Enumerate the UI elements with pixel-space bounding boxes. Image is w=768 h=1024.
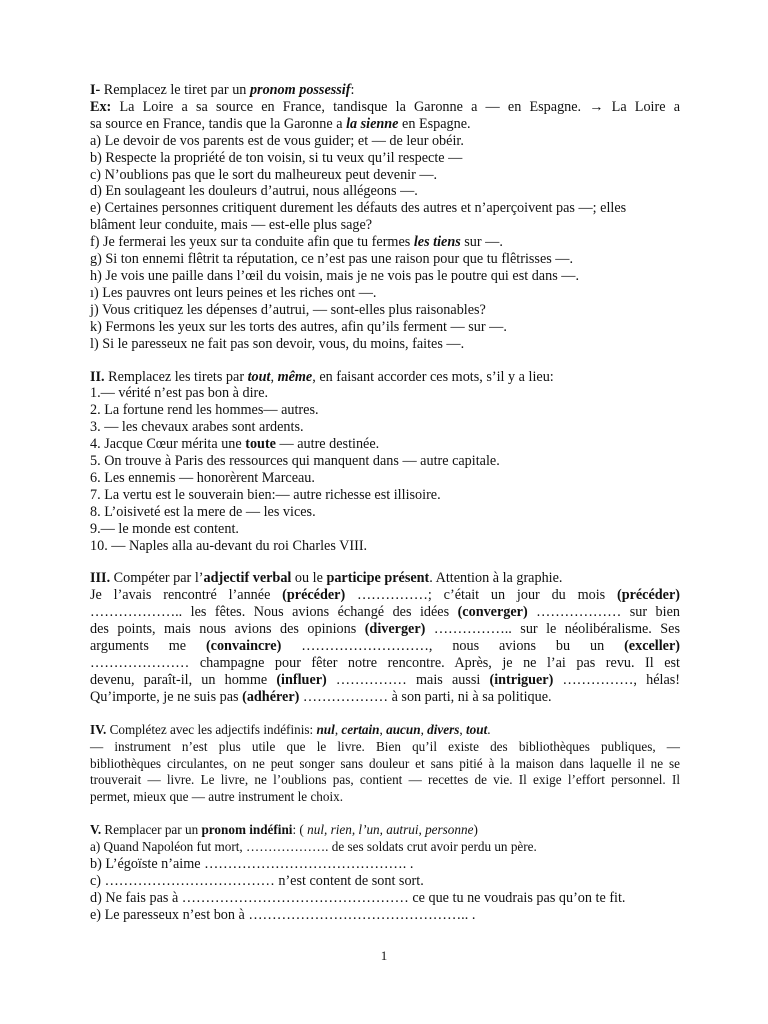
exercise-4-line-4: permet, mieux que — autre instrument le choix. [90, 789, 344, 805]
exercise-5-item-d: d) Ne fais pas à ………………………………………… ce que tu ne voudrais pas qu’on te fit. [90, 889, 626, 906]
section-1-number: I- [90, 82, 101, 98]
section-2-number: II. [90, 368, 105, 385]
example-answer: la sienne [346, 115, 399, 132]
separator: , [420, 721, 428, 737]
heading-mid: : ( [292, 822, 308, 838]
exercise-3-line-4 [90, 638, 680, 655]
example-text-3: en Espagne. [398, 115, 471, 132]
text: ……………… sur bien [527, 604, 680, 621]
exercise-4-line-1: — instrument n’est plus utile que le livre. Bien qu’il existe des bibliothèques publiques, — [90, 738, 680, 754]
text: …………… mais aussi [326, 671, 490, 688]
item-f-text: f) Je fermerai les yeux sur ta conduite afin que tu fermes [90, 234, 414, 251]
example-line-2 [90, 116, 680, 133]
exercise-1-item-l: l) Si le paresseux ne fait pas son devoir, vous, du moins, faites —. [90, 335, 465, 352]
exercise-2-item-3: 3. — les chevaux arabes sont ardents. [90, 419, 304, 436]
exercise-3-line-3 [90, 621, 680, 638]
exercise-5-item-a: a) Quand Napoléon fut mort, ………………. de ses soldats crut avoir perdu un père. [90, 839, 537, 855]
text: arguments me [90, 638, 206, 655]
text: ……………; c’était un jour du mois [345, 587, 617, 604]
item-f-answer: les tiens [413, 234, 461, 251]
exercise-3-line-7 [90, 689, 680, 706]
exercise-1-item-c: c) N’oublions pas que le sort du malheureux peut devenir —. [90, 166, 438, 183]
keyword-tout: tout [247, 368, 271, 385]
section-5-number: V. [90, 822, 102, 838]
verb-hint: (convaincre) [205, 638, 282, 655]
section-1-keyword: pronom possessif [249, 82, 351, 98]
exercise-5-item-b: b) L’égoïste n’aime ……………………………………. . [90, 856, 414, 873]
section-5-heading [90, 822, 680, 839]
text: ……………… à son parti, ni à sa politique. [299, 688, 552, 705]
example-text: La Loire a sa source en France, tandisque la Garonne a — en Espagne. → La Loire a [111, 98, 680, 115]
keyword-aucun: aucun [386, 721, 421, 737]
text: des points, mais nous avions des opinions [90, 621, 365, 638]
verb-hint: (précéder) [282, 587, 346, 604]
text: devenu, paraît-il, un homme [90, 671, 277, 688]
verb-hint: (influer) [276, 671, 327, 688]
exercise-2-item-4 [90, 436, 680, 453]
text: ……………, hélas! [553, 671, 680, 688]
text: …………….. sur le néolibéralisme. Ses [425, 621, 680, 638]
section-5-heading-text: Remplacer par un [101, 822, 202, 838]
text: Je l’avais rencontré l’année [90, 587, 283, 604]
exercise-3-line-2 [90, 604, 680, 621]
section-4-number: IV. [90, 721, 107, 737]
keyword-participe-present: participe présent [326, 570, 430, 587]
separator: , [334, 721, 342, 737]
exercise-5-item-c: c) ……………………………… n’est content de sont sort. [90, 872, 424, 889]
exercise-4-line-2: bibliothèques circulantes, on ne peut songer sans douleur et sans pitié à la maison dans laquelle il ne se [90, 755, 680, 771]
exercise-1-item-a: a) Le devoir de vos parents est de vous guider; et — de leur obéir. [90, 132, 464, 149]
section-3-heading-mid: ou le [291, 570, 327, 587]
section-4-heading-text: Complétez avec les adjectifs indéfinis: [106, 721, 317, 737]
example-text-2: sa source en France, tandis que la Garonne a [90, 115, 347, 132]
exercise-1-item-g: g) Si ton ennemi flêtrit ta réputation, ce n’est pas une raison pour que tu flêtrisses —. [90, 251, 574, 268]
verb-hint: (exceller) [624, 638, 680, 655]
verb-hint: (converger) [457, 604, 528, 621]
item-f-end: sur —. [460, 234, 503, 251]
exercise-1-item-i: ı) Les pauvres ont leurs peines et les riches ont —. [90, 284, 377, 301]
exercise-1-item-f [90, 234, 680, 251]
section-3-heading-end: . Attention à la graphie. [429, 570, 563, 587]
text: ……………….. les fêtes. Nous avions échangé des idées [90, 604, 458, 621]
section-3-number: III. [90, 570, 111, 587]
exercise-2-item-8: 8. L’oisiveté est la mere de — les vices. [90, 503, 316, 520]
section-3-heading-text: Compéter par l’ [110, 570, 204, 587]
heading-end: ) [473, 822, 478, 838]
section-1-heading [90, 82, 680, 99]
section-2-heading [90, 369, 680, 386]
separator: , [459, 721, 466, 737]
exercise-3-line-5: ………………… champagne pour fêter notre rencontre. Après, je ne l’ai pas revu. Il est [90, 655, 680, 671]
exercise-2-item-2: 2. La fortune rend les hommes— autres. [90, 402, 319, 419]
exercise-1-item-h: h) Je vois une paille dans l’œil du voisin, mais je ne vois pas le poutre qui est dans —. [90, 267, 579, 284]
text: ………………………, nous avions bu un [281, 638, 625, 655]
verb-hint: (diverger) [364, 621, 426, 638]
section-1-heading-text: Remplacez le tiret par un [100, 82, 250, 98]
example-line-1 [90, 99, 680, 116]
heading-end: . [487, 721, 491, 737]
keyword-separator: , [270, 368, 278, 385]
section-2-heading-end: , en faisant accorder ces mots, s’il y a lieu: [312, 368, 554, 385]
exercise-2-item-10: 10. — Naples alla au-devant du roi Charles VIII. [90, 537, 368, 554]
verb-hint: (intriguer) [489, 671, 554, 688]
text: Qu’importe, je ne suis pas [90, 688, 243, 705]
section-1-heading-end: : [350, 82, 355, 98]
keyword-divers: divers [427, 721, 460, 737]
exercise-1-item-k: k) Fermons les yeux sur les torts des autres, afin qu’ils ferment — sur —. [90, 318, 507, 335]
exercise-2-item-7: 7. La vertu est le souverain bien:— autre richesse est illisoire. [90, 486, 441, 503]
exercise-1-item-b: b) Respecte la propriété de ton voisin, si tu veux qu’il respecte — [90, 149, 463, 166]
exercise-5-item-e: e) Le paresseux n’est bon à ……………………………………….. . [90, 906, 476, 923]
item-4-answer: toute [245, 436, 276, 453]
exercise-1-item-d: d) En soulageant les douleurs d’autrui, nous allégeons —. [90, 183, 418, 200]
exercise-3-line-1 [90, 587, 680, 604]
exercise-3-line-6 [90, 672, 680, 689]
example-label: Ex: [90, 98, 112, 115]
section-2-heading-text: Remplacez les tirets par [104, 368, 248, 385]
page-number: 1 [380, 948, 388, 963]
section-3-heading [90, 570, 680, 587]
keyword-certain: certain [341, 721, 380, 737]
pronoun-list: nul, rien, l’un, autrui, personne [307, 822, 474, 838]
separator: , [379, 721, 387, 737]
keyword-nul: nul [316, 721, 335, 737]
item-4-end: — autre destinée. [275, 436, 380, 453]
exercise-2-item-9: 9.— le monde est content. [90, 520, 239, 537]
keyword-pronom-indefini: pronom indéfini [201, 822, 293, 838]
keyword-meme: même [277, 368, 313, 385]
exercise-1-item-e-line-1: e) Certaines personnes critiquent durement les défauts des autres et n’aperçoivent pas —; elles [90, 200, 627, 217]
exercise-4-line-3: trouverait — livre. Le livre, ne l’oublions pas, contient — recettes de vie. Il exige l’effort personnel. Il [90, 772, 680, 788]
verb-hint: (précéder) [616, 587, 680, 604]
exercise-page [90, 82, 680, 924]
exercise-1-item-e-line-2: blâment leur conduite, mais — est-elle plus sage? [90, 217, 373, 234]
item-4-text: 4. Jacque Cœur mérita une [90, 436, 246, 453]
keyword-adjectif-verbal: adjectif verbal [203, 570, 292, 587]
exercise-1-item-j: j) Vous critiquez les dépenses d’autrui, — sont-elles plus raisonables? [90, 301, 486, 318]
exercise-2-item-1: 1.— vérité n’est pas bon à dire. [90, 385, 269, 402]
section-4-heading [90, 722, 680, 739]
verb-hint: (adhérer) [242, 688, 300, 705]
exercise-2-item-5: 5. On trouve à Paris des ressources qui manquent dans — autre capitale. [90, 453, 500, 470]
keyword-tout: tout [465, 721, 488, 737]
exercise-2-item-6: 6. Les ennemis — honorèrent Marceau. [90, 469, 315, 486]
